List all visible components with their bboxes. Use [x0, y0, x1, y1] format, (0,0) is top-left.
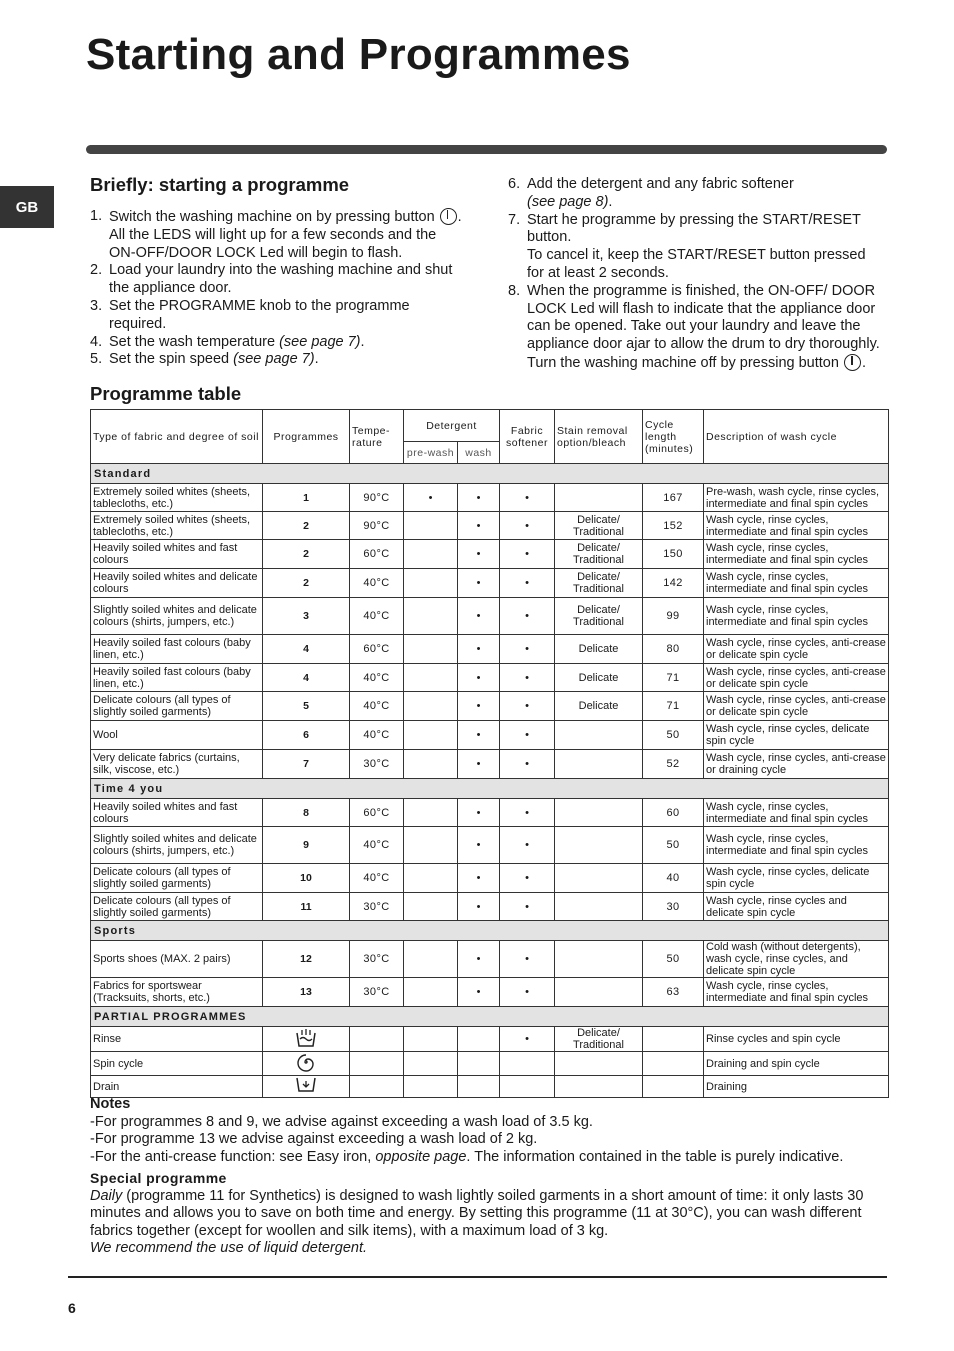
cell-prewash — [404, 864, 458, 893]
page-title: Starting and Programmes — [86, 30, 631, 79]
table-row — [91, 484, 889, 512]
cell-prewash — [404, 598, 458, 635]
notes-heading: Notes — [90, 1096, 131, 1112]
cell-programme: 3 — [263, 598, 350, 635]
cell-stain — [555, 1076, 643, 1098]
step-text — [109, 298, 463, 334]
step-text — [109, 208, 463, 262]
cell-fabric: Spin cycle — [91, 1052, 263, 1076]
cell-temperature — [350, 1027, 404, 1052]
cell-programme: 2 — [263, 540, 350, 569]
step-item — [508, 283, 882, 373]
step-text-end: . — [314, 351, 319, 368]
cell-stain — [555, 978, 643, 1007]
note-line — [90, 1114, 890, 1132]
programme-table — [90, 409, 889, 1098]
cell-cycle-length: 142 — [643, 569, 704, 598]
cell-prewash — [404, 1052, 458, 1076]
section-row — [91, 1007, 889, 1027]
header-cycle-length: Cycle length (minutes) — [643, 410, 704, 464]
step-text — [527, 212, 882, 283]
cell-fabric: Very delicate fabrics (curtains, silk, viscose, etc.) — [91, 750, 263, 779]
table-row — [91, 1052, 889, 1076]
cell-temperature: 30°C — [350, 750, 404, 779]
cell-wash: • — [458, 827, 500, 864]
cell-description: Wash cycle, rinse cycles, intermediate and final spin cycles — [704, 978, 889, 1007]
cell-cycle-length: 63 — [643, 978, 704, 1007]
cell-softener: • — [500, 569, 555, 598]
cell-cycle-length: 60 — [643, 799, 704, 827]
cell-prewash — [404, 1076, 458, 1098]
cell-description: Wash cycle, rinse cycles, intermediate and final spin cycles — [704, 799, 889, 827]
cell-description: Wash cycle, rinse cycles and delicate spin cycle — [704, 893, 889, 921]
cell-prewash — [404, 721, 458, 750]
step-text — [109, 351, 463, 369]
power-button-icon — [844, 354, 861, 371]
cell-wash: • — [458, 484, 500, 512]
cell-description: Wash cycle, rinse cycles, intermediate and final spin cycles — [704, 598, 889, 635]
cell-description: Cold wash (without detergents), wash cycle, rinse cycles, and delicate spin cycle — [704, 941, 889, 978]
cell-description: Wash cycle, rinse cycles, anti-crease or delicate spin cycle — [704, 664, 889, 692]
step-text — [527, 283, 882, 373]
step-text-main: Set the PROGRAMME knob to the programme required. — [109, 297, 410, 332]
cell-temperature: 40°C — [350, 864, 404, 893]
cell-temperature: 40°C — [350, 692, 404, 721]
table-row — [91, 1027, 889, 1052]
cell-cycle-length: 50 — [643, 827, 704, 864]
cell-programme: 9 — [263, 827, 350, 864]
cell-softener — [500, 1052, 555, 1076]
cell-cycle-length: 50 — [643, 721, 704, 750]
step-note: To cancel it, keep the START/RESET button pressed for at least 2 seconds. — [527, 247, 866, 281]
cell-fabric: Wool — [91, 721, 263, 750]
cell-description: Wash cycle, rinse cycles, anti-crease or delicate spin cycle — [704, 635, 889, 664]
cell-stain: Delicate — [555, 664, 643, 692]
cell-programme: 7 — [263, 750, 350, 779]
cell-softener: • — [500, 750, 555, 779]
cell-prewash — [404, 799, 458, 827]
header-programmes: Programmes — [263, 410, 350, 464]
header-fabric: Type of fabric and degree of soil — [91, 410, 263, 464]
cell-wash: • — [458, 978, 500, 1007]
page-number: 6 — [68, 1300, 76, 1316]
cell-wash: • — [458, 635, 500, 664]
step-number: 5. — [90, 351, 103, 368]
cell-prewash: • — [404, 484, 458, 512]
cell-cycle-length — [643, 1052, 704, 1076]
step-number: 8. — [508, 282, 521, 299]
cell-cycle-length: 167 — [643, 484, 704, 512]
cell-stain: Delicate/ Traditional — [555, 540, 643, 569]
programme-table-heading: Programme table — [90, 383, 242, 404]
cell-softener: • — [500, 664, 555, 692]
table-row — [91, 721, 889, 750]
cell-prewash — [404, 664, 458, 692]
cell-temperature: 40°C — [350, 827, 404, 864]
cell-description: Wash cycle, rinse cycles, delicate spin cycle — [704, 864, 889, 893]
briefly-heading: Briefly: starting a programme — [90, 174, 350, 195]
cell-fabric: Slightly soiled whites and delicate colours (shirts, jumpers, etc.) — [91, 827, 263, 864]
step-number: 4. — [90, 333, 103, 350]
section-row — [91, 779, 889, 799]
rinse-icon — [295, 1028, 317, 1051]
cell-stain — [555, 1052, 643, 1076]
table-row — [91, 750, 889, 779]
cell-prewash — [404, 893, 458, 921]
cell-description: Wash cycle, rinse cycles, intermediate and final spin cycles — [704, 569, 889, 598]
note-text: -For programmes 8 and 9, we advise against exceeding a wash load of 3.5 kg. — [90, 1113, 593, 1130]
section-title: Time 4 you — [91, 779, 889, 799]
step-item — [90, 298, 463, 334]
cell-softener: • — [500, 635, 555, 664]
cell-programme: 10 — [263, 864, 350, 893]
header-prewash: pre-wash — [404, 442, 458, 464]
step-text-main: Load your laundry into the washing machine and shut the appliance door. — [109, 262, 453, 297]
cell-cycle-length: 50 — [643, 941, 704, 978]
cell-temperature — [350, 1052, 404, 1076]
cell-description: Wash cycle, rinse cycles, intermediate and final spin cycles — [704, 827, 889, 864]
power-button-icon — [440, 208, 457, 225]
cell-description: Wash cycle, rinse cycles, anti-crease or delicate spin cycle — [704, 692, 889, 721]
cell-prewash — [404, 569, 458, 598]
cell-programme: 4 — [263, 664, 350, 692]
step-number: 6. — [508, 176, 521, 192]
cell-fabric: Heavily soiled fast colours (baby linen, etc.) — [91, 664, 263, 692]
cell-softener: • — [500, 941, 555, 978]
table-row — [91, 941, 889, 978]
cell-softener: • — [500, 864, 555, 893]
footer-divider — [68, 1276, 887, 1278]
special-programme-section — [90, 1170, 890, 1258]
language-tab: GB — [0, 186, 54, 228]
step-page-ref: (see page 7) — [233, 351, 315, 368]
cell-softener: • — [500, 598, 555, 635]
cell-wash — [458, 1027, 500, 1052]
cell-stain — [555, 941, 643, 978]
step-item — [90, 262, 463, 298]
cell-wash: • — [458, 664, 500, 692]
cell-wash: • — [458, 512, 500, 540]
table-row — [91, 864, 889, 893]
cell-fabric: Extremely soiled whites (sheets, tablecloths, etc.) — [91, 512, 263, 540]
cell-softener: • — [500, 512, 555, 540]
cell-temperature: 60°C — [350, 799, 404, 827]
step-text-end: . — [608, 193, 613, 210]
cell-cycle-length: 71 — [643, 692, 704, 721]
note-text: -For programme 13 we advise against exceeding a wash load of 2 kg. — [90, 1131, 538, 1147]
cell-cycle-length: 99 — [643, 598, 704, 635]
cell-fabric: Heavily soiled whites and fast colours — [91, 540, 263, 569]
cell-temperature: 60°C — [350, 635, 404, 664]
cell-softener: • — [500, 893, 555, 921]
cell-temperature: 30°C — [350, 978, 404, 1007]
cell-fabric: Heavily soiled whites and fast colours — [91, 799, 263, 827]
header-description: Description of wash cycle — [704, 410, 889, 464]
cell-cycle-length: 40 — [643, 864, 704, 893]
cell-programme: 5 — [263, 692, 350, 721]
table-row — [91, 569, 889, 598]
step-text — [109, 262, 463, 298]
cell-softener — [500, 1076, 555, 1098]
special-italic: Daily — [90, 1187, 123, 1204]
cell-wash: • — [458, 721, 500, 750]
table-row — [91, 512, 889, 540]
cell-wash: • — [458, 598, 500, 635]
cell-softener: • — [500, 978, 555, 1007]
cell-softener: • — [500, 827, 555, 864]
header-detergent: Detergent — [404, 410, 500, 442]
cell-programme: 11 — [263, 893, 350, 921]
cell-fabric: Drain — [91, 1076, 263, 1098]
steps-list — [90, 208, 463, 369]
cell-wash: • — [458, 893, 500, 921]
cell-fabric: Delicate colours (all types of slightly soiled garments) — [91, 864, 263, 893]
cell-wash: • — [458, 569, 500, 598]
cell-programme: 6 — [263, 721, 350, 750]
cell-softener: • — [500, 484, 555, 512]
cell-temperature: 40°C — [350, 721, 404, 750]
section-row — [91, 464, 889, 484]
cell-wash: • — [458, 941, 500, 978]
cell-prewash — [404, 512, 458, 540]
note-line — [90, 1149, 890, 1167]
note-text-end: . The information contained in the table is purely indicative. — [466, 1148, 844, 1165]
cell-softener: • — [500, 799, 555, 827]
table-row — [91, 598, 889, 635]
cell-fabric: Extremely soiled whites (sheets, tablecloths, etc.) — [91, 484, 263, 512]
cell-wash: • — [458, 692, 500, 721]
step-text-main: Set the wash temperature — [109, 333, 280, 350]
cell-fabric: Delicate colours (all types of slightly soiled garments) — [91, 893, 263, 921]
cell-temperature: 60°C — [350, 540, 404, 569]
cell-cycle-length: 30 — [643, 893, 704, 921]
special-heading: Special programme — [90, 1170, 227, 1186]
note-line — [90, 1131, 890, 1149]
cell-fabric: Heavily soiled fast colours (baby linen, etc.) — [91, 635, 263, 664]
table-row — [91, 799, 889, 827]
step-text — [109, 334, 463, 352]
cell-prewash — [404, 941, 458, 978]
cell-stain: Delicate/ Traditional — [555, 569, 643, 598]
table-row — [91, 827, 889, 864]
cell-fabric: Delicate colours (all types of slightly soiled garments) — [91, 692, 263, 721]
cell-fabric: Sports shoes (MAX. 2 pairs) — [91, 941, 263, 978]
cell-wash — [458, 1076, 500, 1098]
step-text-main: Start he programme by pressing the START/RESET button. — [527, 211, 861, 246]
briefly-section — [90, 174, 463, 369]
table-row — [91, 1076, 889, 1098]
cell-programme — [263, 1052, 350, 1076]
cell-stain — [555, 799, 643, 827]
step-page-ref: (see page 8) — [527, 193, 609, 210]
cell-temperature: 30°C — [350, 941, 404, 978]
cell-temperature: 90°C — [350, 512, 404, 540]
cell-stain — [555, 893, 643, 921]
cell-description: Draining — [704, 1076, 889, 1098]
step-number: 7. — [508, 211, 521, 228]
cell-programme: 13 — [263, 978, 350, 1007]
cell-temperature: 30°C — [350, 893, 404, 921]
cell-stain — [555, 864, 643, 893]
cell-description: Draining and spin cycle — [704, 1052, 889, 1076]
cell-description: Rinse cycles and spin cycle — [704, 1027, 889, 1052]
cell-cycle-length: 150 — [643, 540, 704, 569]
cell-prewash — [404, 750, 458, 779]
cell-softener: • — [500, 1027, 555, 1052]
step-number: 3. — [90, 297, 103, 314]
notes-section — [90, 1096, 890, 1166]
step-item — [508, 176, 882, 212]
step-item — [508, 212, 882, 283]
cell-fabric: Rinse — [91, 1027, 263, 1052]
special-recommend: We recommend the use of liquid detergent. — [90, 1240, 368, 1256]
spin-icon — [296, 1052, 316, 1075]
cell-temperature: 40°C — [350, 598, 404, 635]
cell-programme: 2 — [263, 569, 350, 598]
step-page-ref: (see page 7) — [279, 333, 361, 350]
cell-programme: 2 — [263, 512, 350, 540]
cell-cycle-length: 52 — [643, 750, 704, 779]
cell-prewash — [404, 692, 458, 721]
cell-stain — [555, 484, 643, 512]
step-item — [90, 334, 463, 352]
cell-programme: 12 — [263, 941, 350, 978]
header-wash: wash — [458, 442, 500, 464]
cell-wash: • — [458, 864, 500, 893]
cell-prewash — [404, 540, 458, 569]
step-number: 1. — [90, 208, 103, 224]
table-row — [91, 635, 889, 664]
cell-cycle-length: 80 — [643, 635, 704, 664]
step-item — [90, 351, 463, 369]
cell-softener: • — [500, 692, 555, 721]
cell-cycle-length — [643, 1076, 704, 1098]
cell-wash: • — [458, 750, 500, 779]
table-row — [91, 978, 889, 1007]
step-text-end: . All the LEDS will light up for a few seconds and the ON-OFF/DOOR LOCK Led will begin to flash. — [109, 209, 462, 261]
cell-cycle-length — [643, 1027, 704, 1052]
cell-stain: Delicate/ Traditional — [555, 512, 643, 540]
cell-fabric: Heavily soiled whites and delicate colours — [91, 569, 263, 598]
cell-wash — [458, 1052, 500, 1076]
cell-temperature: 40°C — [350, 664, 404, 692]
cell-prewash — [404, 827, 458, 864]
section-row — [91, 921, 889, 941]
table-row — [91, 664, 889, 692]
cell-programme — [263, 1027, 350, 1052]
cell-stain: Delicate — [555, 692, 643, 721]
note-text: -For the anti-crease function: see Easy iron, — [90, 1148, 376, 1165]
cell-cycle-length: 152 — [643, 512, 704, 540]
cell-temperature: 40°C — [350, 569, 404, 598]
cell-temperature — [350, 1076, 404, 1098]
cell-programme: 4 — [263, 635, 350, 664]
cell-description: Wash cycle, rinse cycles, intermediate and final spin cycles — [704, 512, 889, 540]
cell-prewash — [404, 635, 458, 664]
drain-icon — [295, 1076, 317, 1097]
step-text-main: Add the detergent and any fabric softener — [527, 176, 794, 192]
briefly-section-continued — [508, 176, 882, 373]
cell-fabric: Fabrics for sportswear (Tracksuits, shorts, etc.) — [91, 978, 263, 1007]
cell-wash: • — [458, 799, 500, 827]
cell-fabric: Slightly soiled whites and delicate colours (shirts, jumpers, etc.) — [91, 598, 263, 635]
section-title: Sports — [91, 921, 889, 941]
cell-description: Pre-wash, wash cycle, rinse cycles, intermediate and final spin cycles — [704, 484, 889, 512]
cell-wash: • — [458, 540, 500, 569]
cell-description: Wash cycle, rinse cycles, intermediate and final spin cycles — [704, 540, 889, 569]
cell-prewash — [404, 978, 458, 1007]
step-number: 2. — [90, 262, 103, 279]
cell-stain: Delicate/ Traditional — [555, 598, 643, 635]
section-title: PARTIAL PROGRAMMES — [91, 1007, 889, 1027]
cell-programme: 8 — [263, 799, 350, 827]
cell-softener: • — [500, 721, 555, 750]
cell-stain — [555, 721, 643, 750]
step-text-end: . — [861, 354, 866, 371]
step-text-main: When the programme is finished, the ON-OFF/ DOOR LOCK Led will flash to indicate that the appliance door can be opened. Take out your laundry and leave the appliance door ajar to allow the drum to dry thoroughly. Turn the washing machine off by pressing button — [527, 282, 880, 371]
cell-programme: 1 — [263, 484, 350, 512]
title-divider — [86, 145, 887, 154]
steps-list-continued — [508, 176, 882, 373]
note-italic: opposite page — [375, 1148, 467, 1165]
table-row — [91, 540, 889, 569]
header-softener: Fabric softener — [500, 410, 555, 464]
cell-softener: • — [500, 540, 555, 569]
cell-description: Wash cycle, rinse cycles, anti-crease or draining cycle — [704, 750, 889, 779]
cell-description: Wash cycle, rinse cycles, delicate spin cycle — [704, 721, 889, 750]
header-stain: Stain removal option/bleach — [555, 410, 643, 464]
step-text-end: . — [360, 333, 365, 350]
step-text-main: Switch the washing machine on by pressing button — [109, 209, 439, 225]
cell-stain: Delicate — [555, 635, 643, 664]
special-body: (programme 11 for Synthetics) is designed to wash lightly soiled garments in a short amount of time: it only lasts 30 minutes and allows you to save on both time and energy. By setting this programme (11 at 30°C), you can wash different fabrics together (except for woollen and silk items), with a maximum load of 3 kg. — [90, 1187, 864, 1239]
step-text-main: Set the spin speed — [109, 351, 234, 368]
special-text — [90, 1188, 890, 1241]
section-title: Standard — [91, 464, 889, 484]
step-text — [527, 176, 882, 212]
cell-prewash — [404, 1027, 458, 1052]
cell-temperature: 90°C — [350, 484, 404, 512]
cell-cycle-length: 71 — [643, 664, 704, 692]
table-row — [91, 893, 889, 921]
cell-stain — [555, 827, 643, 864]
header-temperature: Tempe-rature — [350, 410, 404, 464]
cell-programme — [263, 1076, 350, 1098]
notes-lines — [90, 1114, 890, 1167]
cell-stain: Delicate/ Traditional — [555, 1027, 643, 1052]
step-item — [90, 208, 463, 262]
table-row — [91, 692, 889, 721]
cell-stain — [555, 750, 643, 779]
